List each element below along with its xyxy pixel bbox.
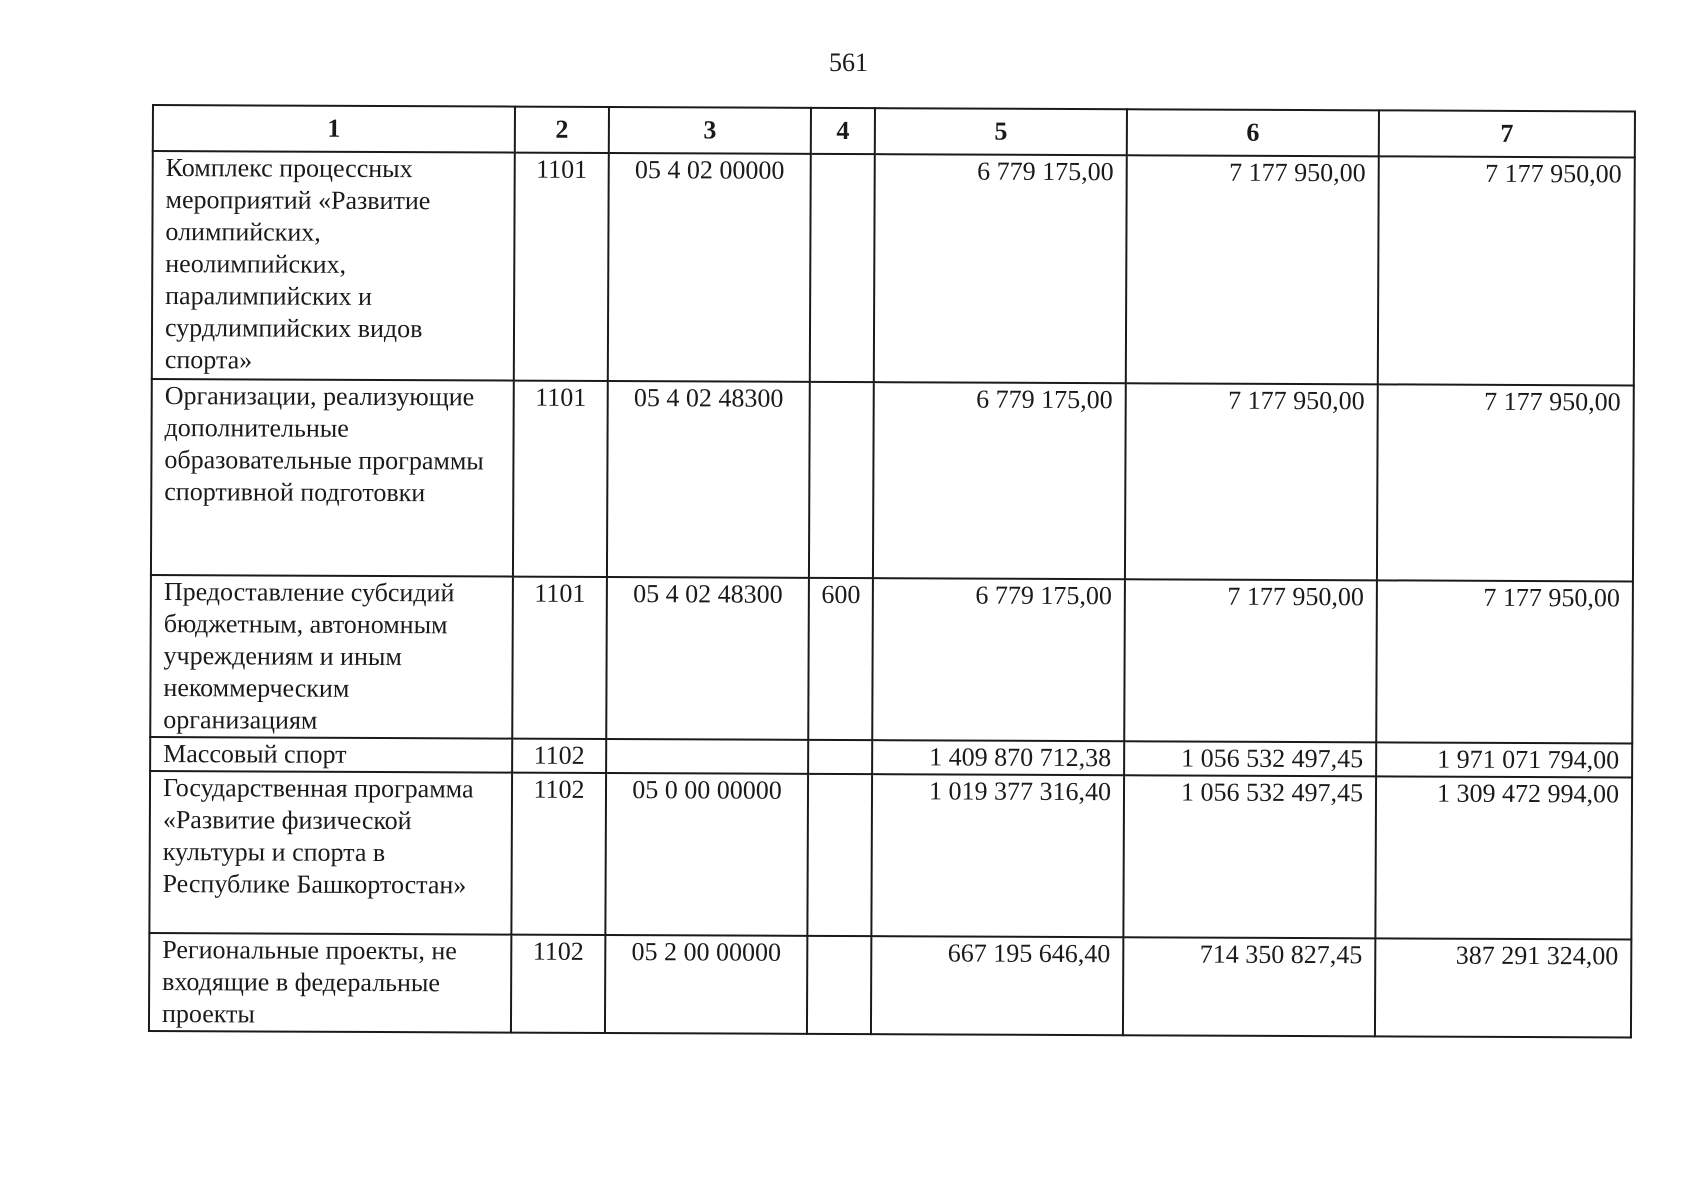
page-number: 561	[829, 48, 868, 77]
row-amount-5: 6 779 175,00	[874, 154, 1127, 383]
row-type	[807, 774, 872, 936]
row-type	[810, 154, 875, 382]
column-header-4: 4	[811, 108, 875, 154]
row-amount-7: 387 291 324,00	[1375, 938, 1631, 1037]
row-type	[808, 740, 872, 774]
row-amount-5: 6 779 175,00	[872, 578, 1125, 741]
header-row	[153, 105, 1635, 157]
row-amount-7: 1 309 472 994,00	[1375, 776, 1632, 939]
row-amount-5: 1 409 870 712,38	[872, 740, 1124, 775]
row-type: 600	[808, 578, 873, 740]
row-name: Предоставление субсидий бюджетным, автономным учреждениям и иным некоммерческим организациям	[150, 575, 513, 739]
table-row	[149, 771, 1632, 939]
row-amount-5: 6 779 175,00	[873, 382, 1126, 579]
row-name: Государственная программа «Развитие физической культуры и спорта в Республике Башкортостан»	[149, 771, 512, 935]
column-header-7: 7	[1379, 110, 1635, 157]
row-code: 05 4 02 48300	[607, 381, 810, 578]
row-amount-7: 1 971 071 794,00	[1376, 742, 1632, 777]
row-name: Организации, реализующие дополнительные образовательные программы спортивной подготовки	[151, 379, 514, 577]
row-amount-6: 714 350 827,45	[1123, 937, 1375, 1036]
row-type	[807, 936, 871, 1034]
row-section: 1102	[511, 935, 605, 1033]
row-amount-7: 7 177 950,00	[1377, 384, 1634, 581]
row-section: 1102	[512, 739, 606, 773]
table-row	[149, 933, 1631, 1037]
row-section: 1101	[512, 577, 607, 739]
row-amount-5: 1 019 377 316,40	[871, 774, 1124, 937]
row-code	[606, 739, 808, 774]
row-amount-7: 7 177 950,00	[1376, 580, 1633, 743]
budget-table	[148, 104, 1636, 1038]
row-amount-6: 7 177 950,00	[1124, 579, 1377, 742]
table-row	[152, 151, 1635, 385]
column-header-6: 6	[1127, 109, 1379, 156]
row-name: Региональные проекты, не входящие в федеральные проекты	[149, 933, 511, 1033]
table-row	[151, 379, 1634, 581]
row-name: Комплекс процессных мероприятий «Развитие олимпийских, неолимпийских, паралимпийских и сурдлимпийских видов спорта»	[152, 151, 515, 381]
row-code: 05 4 02 00000	[608, 153, 811, 382]
column-header-1: 1	[153, 105, 515, 153]
row-section: 1101	[514, 153, 609, 381]
column-header-5: 5	[875, 108, 1127, 155]
row-amount-6: 1 056 532 497,45	[1123, 775, 1376, 938]
row-name: Массовый спорт	[150, 737, 512, 773]
column-header-2: 2	[515, 107, 609, 153]
row-code: 05 0 00 00000	[605, 773, 808, 936]
row-section: 1102	[511, 773, 606, 935]
row-amount-7: 7 177 950,00	[1378, 156, 1635, 385]
column-header-3: 3	[609, 107, 811, 154]
row-type	[809, 382, 874, 578]
row-amount-6: 1 056 532 497,45	[1124, 741, 1376, 776]
row-code: 05 4 02 48300	[606, 577, 809, 740]
table-row	[150, 575, 1633, 743]
row-code: 05 2 00 00000	[605, 935, 807, 1034]
row-section: 1101	[513, 381, 608, 577]
row-amount-6: 7 177 950,00	[1125, 383, 1378, 580]
row-amount-5: 667 195 646,40	[871, 936, 1123, 1035]
row-amount-6: 7 177 950,00	[1126, 155, 1379, 384]
